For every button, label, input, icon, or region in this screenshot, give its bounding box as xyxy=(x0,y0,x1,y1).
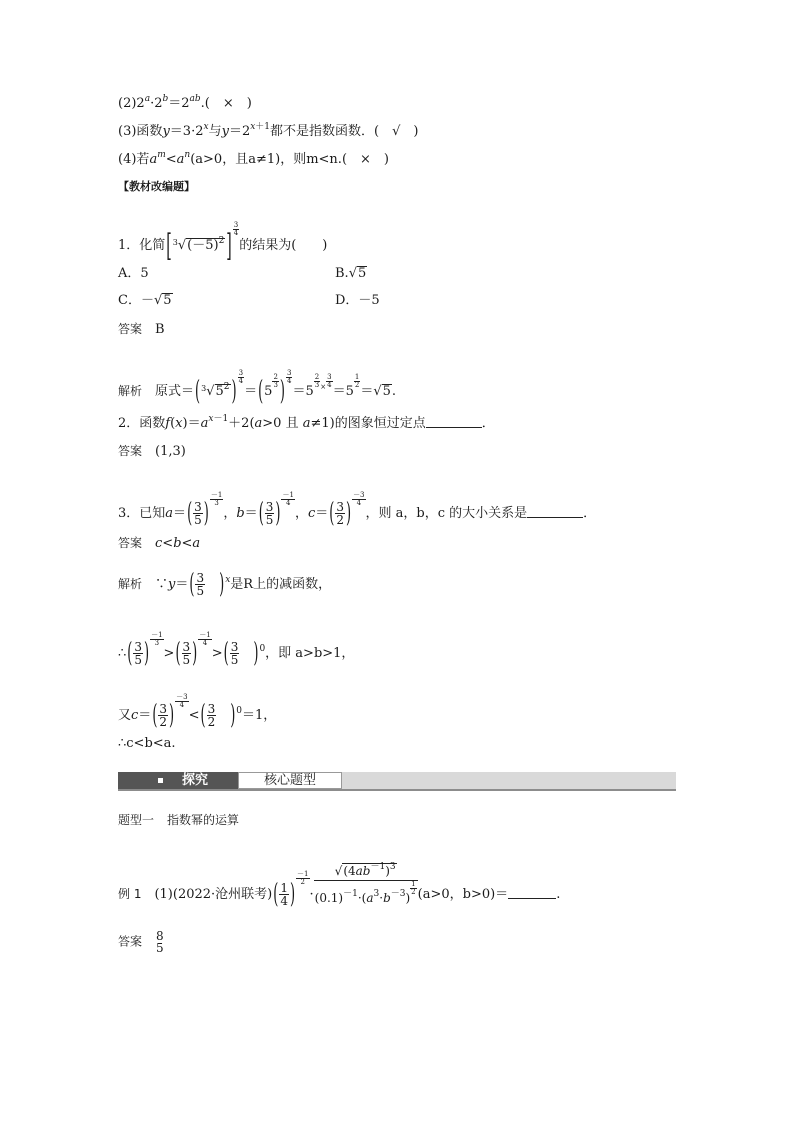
example-condition: (a>0，b>0)＝ xyxy=(417,887,509,902)
answer-label: 答案 xyxy=(118,444,143,458)
question-3: 3．已知a＝( $\frac{3}{5}$ ) $\frac{-1}{3}$ ，b＝( $\frac{3}{5}$ ) $\frac{-1}{4}$ ，c＝( $\frac{3}{2}$ ) $\frac{-3}{4}$ ，则 a，b，c 的大小关系是 ． xyxy=(118,491,597,530)
judge-item-3: (3)函数$y=3\cdot 2^x$与$y=2^{x+1}$都不是指数函数．( √ ) xyxy=(118,122,419,139)
item-text: 若 xyxy=(136,152,150,167)
type-label: 题型一 xyxy=(118,813,155,827)
section-heading: 【教材改编题】 xyxy=(118,180,195,193)
item-text: 都不是指数函数． xyxy=(270,124,375,139)
answer-1 xyxy=(118,320,165,339)
option-label: C．－ xyxy=(118,293,154,308)
answer-value: B xyxy=(155,322,165,337)
answer-2 xyxy=(118,442,186,461)
answer-3 xyxy=(118,534,200,553)
question-stem: 3．已知 xyxy=(118,506,166,521)
item-text: 与 xyxy=(208,124,222,139)
analysis-text: ，即 a>b>1， xyxy=(265,646,355,661)
answer-label: 答案 xyxy=(118,322,143,336)
answer-label: 答案 xyxy=(118,536,143,550)
example-source: (1)(2022·沧州联考) xyxy=(154,887,273,902)
section-bar xyxy=(118,772,676,791)
judge-mark: × xyxy=(360,152,371,167)
section-bar-left xyxy=(118,772,238,789)
section-bar-left-label: 探究 xyxy=(182,773,209,788)
question-stem-suffix: 的图象恒过定点 xyxy=(334,416,426,431)
answer-label: 答案 xyxy=(118,934,143,949)
section-bar-right: 核心题型 xyxy=(238,772,342,789)
answer-blank[interactable] xyxy=(508,886,556,899)
analysis-3-line-3: 又c＝( $\frac{3}{2}$ ) $\frac{-3}{4}$ <( $\frac{3}{2}$ )$^0$＝1， xyxy=(118,693,277,732)
option-a: A．5 xyxy=(118,266,149,281)
option-b: B.√5 xyxy=(335,266,367,281)
analysis-3-line-1: 解析 ∵y＝( $\frac{3}{5}$ )$^x$是R上的减函数， xyxy=(118,569,332,601)
example-label: 例 1 xyxy=(118,887,142,901)
option-label: B. xyxy=(335,266,349,281)
question-stem: 2．函数 xyxy=(118,416,166,431)
item-number: (3) xyxy=(118,124,137,139)
option-d: D．－5 xyxy=(335,293,380,308)
question-stem-suffix: ，则 a，b，c 的大小关系是 xyxy=(365,506,528,521)
answer-denominator: 5 xyxy=(156,941,164,955)
judge-item-4: (4)若$a^m<a^n(a>0$，且a≠1)，则m<n.( × ) xyxy=(118,150,389,167)
question-1: 1．化简[$^3√(-5)^2$ ] $\frac{3}{4}$ 的结果为( ) xyxy=(118,221,328,265)
answer-numerator: 8 xyxy=(156,929,164,943)
answer-fraction xyxy=(155,930,165,954)
answer-example-1 xyxy=(118,930,165,954)
analysis-3-line-2: ∴( $\frac{3}{5}$ ) $\frac{-1}{3}$ >( $\frac{3}{5}$ ) $\frac{-1}{4}$ >( $\frac{3}{5}$ )$^0$，即 a>b>1， xyxy=(118,631,355,670)
answer-blank[interactable] xyxy=(426,415,482,428)
square-icon xyxy=(158,778,163,783)
analysis-label: 解析 xyxy=(118,577,143,591)
question-2: 2．函数$f(x)=a^{x-1}+2(a>0$ 且 a≠1)的图象恒过定点 ． xyxy=(118,414,495,431)
item-number: (4) xyxy=(118,152,137,167)
analysis-3-line-4: ∴c<b<a. xyxy=(118,736,176,751)
answer-value: c<b<a xyxy=(155,536,201,551)
answer-value: (1,3) xyxy=(155,444,186,459)
item-text: (a>0，且a≠1)，则 xyxy=(190,152,307,167)
option-c: C．－√5 xyxy=(118,293,172,308)
answer-blank[interactable] xyxy=(527,505,583,518)
judge-item-2: $(2)2^a\cdot 2^b=2^{ab}$.( × ) xyxy=(118,94,252,111)
analysis-text: 又 xyxy=(118,708,132,723)
item-text: m<n. xyxy=(306,152,342,167)
type-heading xyxy=(118,811,239,830)
example-1: 例 1 (1)(2022·沧州联考)( $\frac{1}{4}$ ) $\frac{-1}{2}$ · $√(4ab^{-1})^3$ $(0.1)^{-1}\cdot(a^3\cdot b^{-3})$ $\frac{1}{2}$ (a>0，b>0)＝ . xyxy=(118,862,561,911)
analysis-text: 原式＝ xyxy=(155,384,195,399)
question-stem-suffix: 的结果为( ) xyxy=(239,238,328,253)
question-stem: 1．化简 xyxy=(118,238,166,253)
type-title: 指数幂的运算 xyxy=(167,813,240,827)
analysis-1: 解析 原式$=(^3√5^2$ ) $\frac{3}{4}$ ＝(5 $\frac{2}{3}$ ) $\frac{3}{4}$ ＝5 $\frac{2}{3}$ × $\frac{3}{4}$ ＝5 $\frac{1}{2}$ ＝√5. xyxy=(118,369,397,408)
item-number: (2) xyxy=(118,96,137,111)
analysis-label: 解析 xyxy=(118,384,143,398)
judge-mark: × xyxy=(222,96,234,111)
analysis-text: 是R上的减函数， xyxy=(230,577,332,592)
judge-mark: √ xyxy=(392,124,401,139)
item-text: 函数 xyxy=(136,124,163,139)
